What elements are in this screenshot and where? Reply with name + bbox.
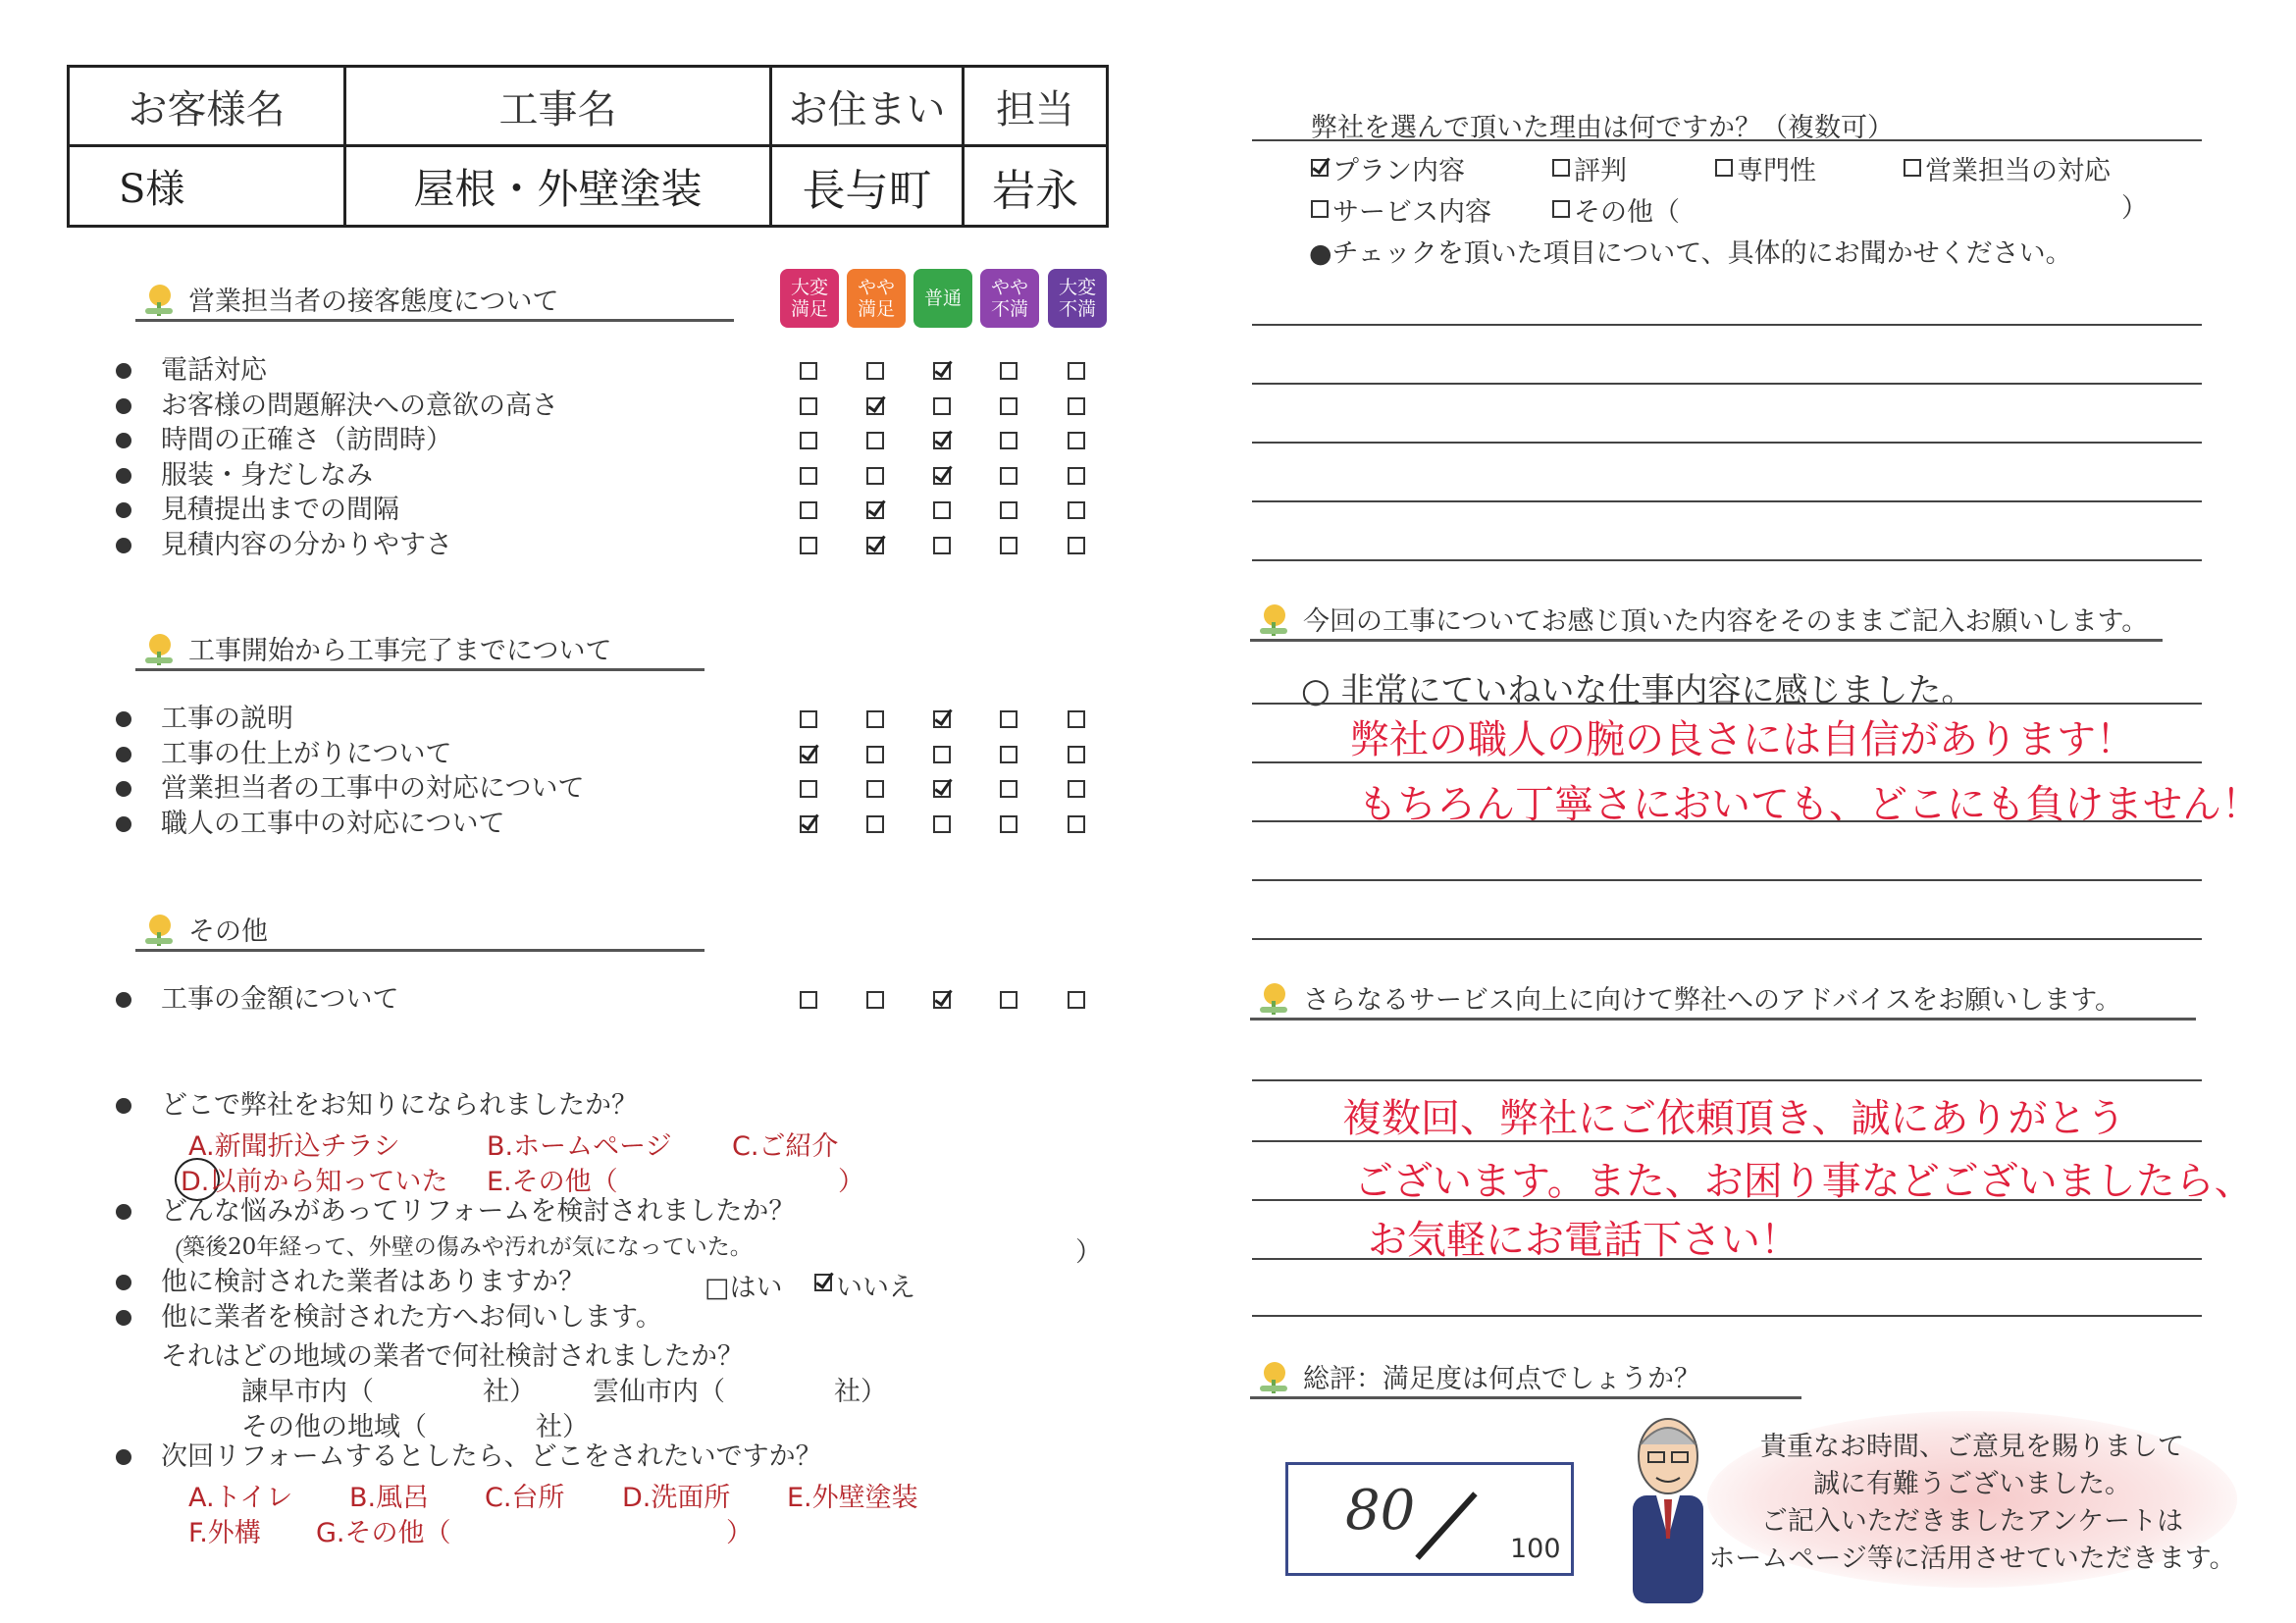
rating-checkbox[interactable] <box>933 710 951 728</box>
bullet-icon <box>116 1098 131 1114</box>
next-option-c[interactable]: C.台所 <box>485 1483 565 1513</box>
option-no[interactable]: いいえ <box>836 1273 915 1303</box>
rating-checkbox[interactable] <box>933 746 951 763</box>
rating-checkbox[interactable] <box>933 991 951 1009</box>
question-label: 職人の工事中の対応について <box>161 808 505 839</box>
rating-checkbox[interactable] <box>1068 710 1085 728</box>
section-title: さらなるサービス向上に向けて弊社へのアドバイスをお願いします。 <box>1303 985 2122 1016</box>
rating-checkbox[interactable] <box>1068 815 1085 833</box>
area-other: その他の地域（ <box>241 1412 427 1442</box>
area-isahaya-sha: 社） <box>483 1377 536 1407</box>
rating-checkbox[interactable] <box>866 815 884 833</box>
bullet-icon <box>116 816 131 832</box>
rating-checkbox[interactable] <box>866 362 884 380</box>
checkbox-no[interactable] <box>814 1274 832 1291</box>
question-label: 服装・身だしなみ <box>161 459 373 491</box>
question-label: 電話対応 <box>161 355 267 386</box>
next-option-f[interactable]: F.外構 <box>188 1518 261 1548</box>
option-b[interactable]: B.ホームページ <box>487 1131 672 1162</box>
option-yes[interactable]: □はい <box>704 1273 783 1303</box>
rating-checkbox[interactable] <box>800 815 817 833</box>
reason-other-close: ） <box>2121 193 2148 224</box>
reason-option-label: サービス内容 <box>1332 197 1491 228</box>
rating-checkbox[interactable] <box>1000 537 1018 554</box>
rating-checkbox[interactable] <box>866 501 884 519</box>
question-label: 工事の仕上がりについて <box>161 738 452 769</box>
answer-line <box>1252 761 2202 763</box>
question-text: 他に業者を検討された方へお伺いします。 <box>161 1302 662 1333</box>
flower-icon <box>1258 1360 1291 1393</box>
rating-checkbox[interactable] <box>866 432 884 449</box>
question-label: 見積提出までの間隔 <box>161 495 399 525</box>
answer-line <box>1252 500 2202 502</box>
area-other-sha: 社） <box>536 1412 589 1442</box>
header-customer-label: お客様名 <box>70 68 346 144</box>
question-label: 工事の説明 <box>161 704 293 734</box>
reason-title: 弊社を選んで頂いた理由は何ですか？（複数可） <box>1311 113 1894 143</box>
rating-checkbox[interactable] <box>933 780 951 798</box>
header-staff-label: 担当 <box>996 86 1074 132</box>
flower-icon <box>1258 602 1291 636</box>
section-title: 工事開始から工事完了までについて <box>188 636 612 666</box>
bullet-icon <box>116 363 131 379</box>
rating-checkbox[interactable] <box>1068 746 1085 763</box>
bullet-icon <box>116 1310 131 1326</box>
advice-reply-line1: 複数回、弊社にご依頼頂き、誠にありがとう <box>1342 1096 2126 1141</box>
answer-line <box>1252 324 2202 326</box>
thanks-line: 誠に有難うございました。 <box>1813 1469 2131 1499</box>
next-option-e[interactable]: E.外壁塗装 <box>787 1483 918 1513</box>
next-option-a[interactable]: A.トイレ <box>188 1483 293 1513</box>
flower-icon <box>1258 981 1291 1015</box>
reform-open: （ <box>159 1237 185 1268</box>
thanks-line: ご記入いただきましたアンケートは <box>1760 1506 2184 1537</box>
rating-checkbox[interactable] <box>933 362 951 380</box>
question-label: 工事の金額について <box>161 984 399 1015</box>
section-construction <box>135 632 704 671</box>
rating-checkbox[interactable] <box>866 467 884 485</box>
section-impression <box>1250 602 2163 642</box>
reform-close: ） <box>1075 1237 1102 1268</box>
staff-value: 岩永 <box>992 165 1078 216</box>
option-e-close: ） <box>838 1167 864 1197</box>
answer-line <box>1252 1199 2202 1201</box>
work-name: 屋根・外壁塗装 <box>346 147 772 225</box>
reason-option-label: 評判 <box>1574 156 1627 186</box>
rating-badge: 大変 不満 <box>1048 269 1107 328</box>
answer-line <box>1252 1079 2202 1081</box>
rating-checkbox[interactable] <box>800 397 817 415</box>
rating-checkbox[interactable] <box>866 780 884 798</box>
rating-checkbox[interactable] <box>866 710 884 728</box>
question-label: 時間の正確さ（訪問時） <box>161 425 452 455</box>
reason-checkbox[interactable] <box>1311 200 1329 218</box>
reason-checkbox[interactable] <box>1715 159 1733 177</box>
bullet-icon <box>116 502 131 518</box>
rating-checkbox[interactable] <box>1000 710 1018 728</box>
section-title: その他 <box>188 916 268 947</box>
rating-checkbox[interactable] <box>800 537 817 554</box>
rating-checkbox[interactable] <box>800 991 817 1009</box>
rating-checkbox[interactable] <box>800 501 817 519</box>
section-title: 営業担当者の接客態度について <box>188 287 559 317</box>
reason-checkbox[interactable] <box>1311 159 1329 177</box>
question-text: 他に検討された業者はありますか？ <box>161 1267 585 1297</box>
rating-checkbox[interactable] <box>1000 397 1018 415</box>
bullet-icon <box>116 1275 131 1290</box>
reason-option-label: プラン内容 <box>1332 156 1465 186</box>
answer-line <box>1252 559 2202 561</box>
option-e[interactable]: E.その他（ <box>487 1167 618 1197</box>
rating-checkbox[interactable] <box>933 467 951 485</box>
section-staff-attitude <box>135 283 734 322</box>
rating-checkbox[interactable] <box>1068 991 1085 1009</box>
option-d[interactable]: D.以前から知っていた <box>181 1167 448 1197</box>
question-label: お客様の問題解決への意欲の高さ <box>161 390 558 421</box>
rating-checkbox[interactable] <box>866 746 884 763</box>
rating-checkbox[interactable] <box>933 501 951 519</box>
flower-icon <box>143 283 177 316</box>
rating-checkbox[interactable] <box>866 397 884 415</box>
rating-checkbox[interactable] <box>800 746 817 763</box>
rating-checkbox[interactable] <box>1000 362 1018 380</box>
question-text: どんな悩みがあってリフォームを検討されましたか？ <box>161 1196 796 1227</box>
rating-badge: やや 満足 <box>847 269 906 328</box>
advice-reply-line2: ございます。また、お困り事などございましたら、 <box>1354 1159 2254 1204</box>
impression-customer-text: ○ 非常にていねいな仕事内容に感じました。 <box>1301 671 1975 710</box>
rating-checkbox[interactable] <box>1068 537 1085 554</box>
option-a[interactable]: A.新聞折込チラシ <box>188 1131 400 1162</box>
thanks-line: 貴重なお時間、ご意見を賜りまして <box>1760 1432 2184 1462</box>
bullet-icon <box>116 538 131 553</box>
rating-checkbox[interactable] <box>866 537 884 554</box>
reason-checkbox[interactable] <box>1904 159 1921 177</box>
rating-checkbox[interactable] <box>1068 432 1085 449</box>
bullet-icon <box>116 711 131 727</box>
bullet-icon <box>116 1449 131 1465</box>
rating-checkbox[interactable] <box>1000 815 1018 833</box>
next-option-g[interactable]: G.その他（ <box>316 1518 451 1548</box>
bullet-icon <box>116 398 131 414</box>
bullet-icon <box>116 468 131 484</box>
area-unzen-sha: 社） <box>834 1377 887 1407</box>
next-option-b[interactable]: B.風呂 <box>349 1483 430 1513</box>
bullet-icon <box>116 1204 131 1220</box>
area-unzen: 雲仙市内（ <box>593 1377 725 1407</box>
score-box <box>1285 1462 1574 1576</box>
answer-line <box>1252 1315 2202 1317</box>
answer-line <box>1252 442 2202 444</box>
reason-option-label: 専門性 <box>1737 156 1816 186</box>
flower-icon <box>143 913 177 946</box>
rating-checkbox[interactable] <box>1000 501 1018 519</box>
thanks-line: ホームページ等に活用させていただきます。 <box>1708 1544 2236 1574</box>
section-advice <box>1250 981 2196 1021</box>
reason-option-label: その他（ <box>1574 197 1680 228</box>
header-work-label: 工事名 <box>346 68 772 144</box>
flower-icon <box>143 632 177 665</box>
rating-checkbox[interactable] <box>1000 780 1018 798</box>
reason-option-label: 営業担当の対応 <box>1925 156 2111 186</box>
answer-line <box>1252 703 2202 705</box>
thanks-message <box>1707 1429 2237 1578</box>
rating-checkbox[interactable] <box>800 710 817 728</box>
bullet-icon <box>116 781 131 797</box>
rating-badge: 大変 満足 <box>780 269 839 328</box>
section-other <box>135 913 704 952</box>
option-c[interactable]: C.ご紹介 <box>732 1131 839 1162</box>
rating-checkbox[interactable] <box>800 780 817 798</box>
rating-checkbox[interactable] <box>866 991 884 1009</box>
answer-line <box>1252 820 2202 822</box>
next-option-g-close: ） <box>726 1518 753 1548</box>
rating-checkbox[interactable] <box>1000 432 1018 449</box>
area-question-line2: それはどの地域の業者で何社検討されましたか？ <box>161 1341 744 1372</box>
impression-reply-line1: 弊社の職人の腕の良さには自信があります！ <box>1350 717 2135 762</box>
question-text: どこで弊社をお知りになられましたか？ <box>161 1090 638 1121</box>
next-option-d[interactable]: D.洗面所 <box>622 1483 731 1513</box>
address-value: 長与町 <box>772 147 965 225</box>
rating-checkbox[interactable] <box>1068 467 1085 485</box>
section-score <box>1250 1360 1801 1399</box>
score-slash <box>1415 1492 1477 1559</box>
question-label: 見積内容の分かりやすさ <box>161 529 452 560</box>
answer-line <box>1252 383 2202 385</box>
reform-answer: 築後20年経って、外壁の傷みや汚れが気になっていた。 <box>183 1234 753 1260</box>
bullet-icon <box>116 747 131 762</box>
bullet-icon <box>116 992 131 1008</box>
reason-checkbox[interactable] <box>1552 159 1570 177</box>
question-label: 営業担当者の工事中の対応について <box>161 773 585 804</box>
rating-checkbox[interactable] <box>1068 397 1085 415</box>
section-title: 今回の工事についてお感じ頂いた内容をそのままご記入お願いします。 <box>1303 606 2149 637</box>
customer-name: S様 <box>70 147 346 225</box>
impression-reply-line2: もちろん丁寧さにおいても、どこにも負けません！ <box>1358 782 2261 827</box>
rating-checkbox[interactable] <box>800 432 817 449</box>
header-table <box>67 65 1109 228</box>
rating-checkbox[interactable] <box>1000 467 1018 485</box>
rating-checkbox[interactable] <box>800 362 817 380</box>
reason-title-rule <box>1252 139 2202 141</box>
rating-badge: 普通 <box>913 269 972 328</box>
rating-checkbox[interactable] <box>1068 362 1085 380</box>
answer-line <box>1252 1258 2202 1260</box>
question-text: 次回リフォームするとしたら、どこをされたいですか？ <box>161 1441 822 1472</box>
rating-checkbox[interactable] <box>933 815 951 833</box>
rating-checkbox[interactable] <box>1068 501 1085 519</box>
rating-checkbox[interactable] <box>1068 780 1085 798</box>
rating-checkbox[interactable] <box>1000 991 1018 1009</box>
reason-checkbox[interactable] <box>1552 200 1570 218</box>
header-address-label: お住まい <box>772 68 965 144</box>
score-value: 80 <box>1345 1479 1416 1543</box>
rating-checkbox[interactable] <box>933 432 951 449</box>
reason-detail-prompt: ●チェックを頂いた項目について、具体的にお聞かせください。 <box>1309 238 2072 269</box>
answer-line <box>1252 938 2202 940</box>
rating-badge: やや 不満 <box>980 269 1039 328</box>
section-title: 総評：満足度は何点でしょうか？ <box>1303 1364 1700 1394</box>
score-max: 100 <box>1510 1534 1561 1564</box>
rating-checkbox[interactable] <box>933 537 951 554</box>
answer-line <box>1252 879 2202 881</box>
rating-checkbox[interactable] <box>1000 746 1018 763</box>
advice-reply-line3: お気軽にお電話下さい！ <box>1368 1218 1800 1263</box>
bullet-icon <box>116 433 131 448</box>
area-isahaya: 諫早市内（ <box>241 1377 374 1407</box>
rating-checkbox[interactable] <box>933 397 951 415</box>
answer-line <box>1252 1140 2202 1142</box>
rating-checkbox[interactable] <box>800 467 817 485</box>
